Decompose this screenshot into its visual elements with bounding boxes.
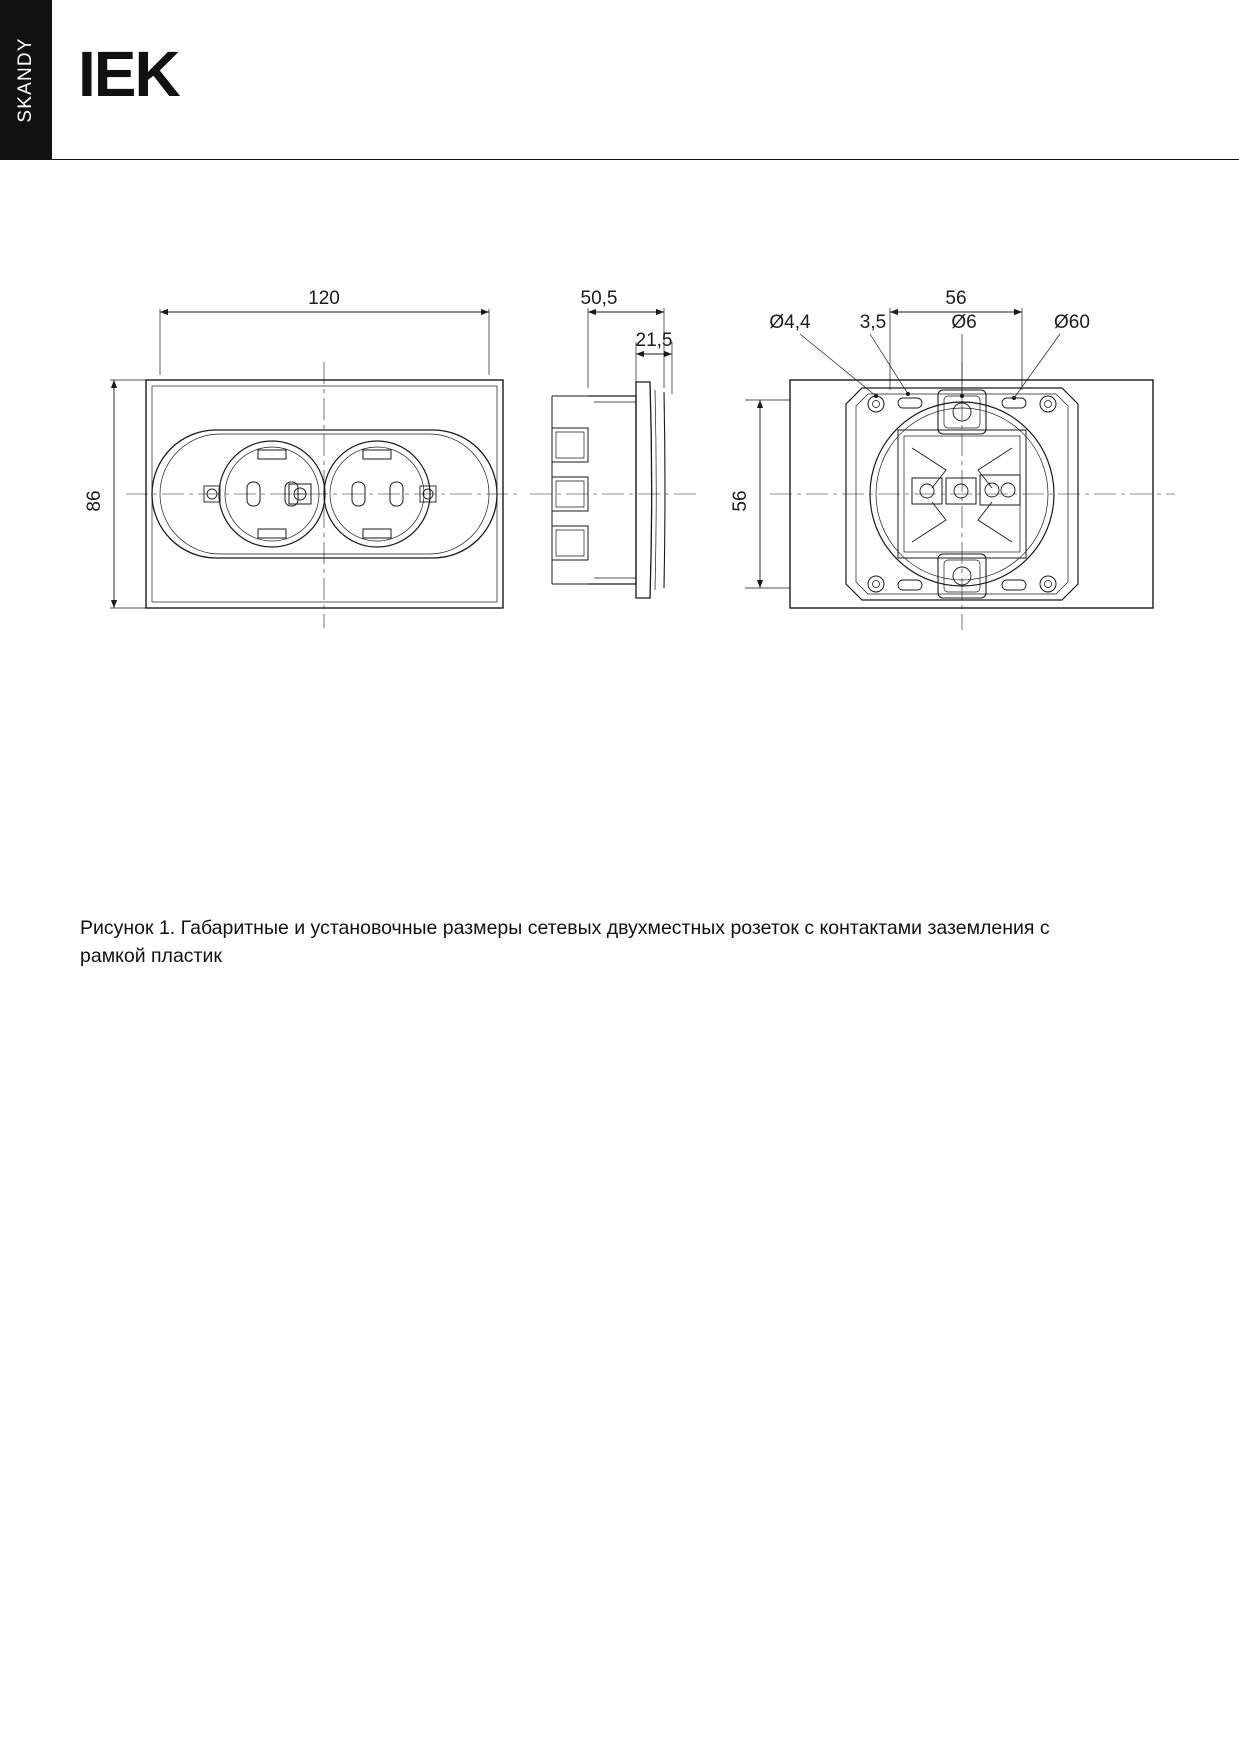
dim-offset-35: 3,5 bbox=[859, 312, 887, 333]
dim-hole-d60: Ø60 bbox=[1054, 312, 1090, 333]
iek-logo: IEK bbox=[78, 38, 179, 110]
dim-front-height: 86 bbox=[84, 490, 105, 512]
brand-vertical-label: SKANDY bbox=[15, 37, 36, 123]
dim-back-height: 56 bbox=[730, 490, 751, 512]
dim-back-width: 56 bbox=[945, 288, 967, 309]
figure-caption: Рисунок 1. Габаритные и установочные размеры сетевых двухместных розеток с контактами заземления с рамкой пластик bbox=[80, 917, 1050, 967]
page-header bbox=[0, 0, 1239, 160]
technical-drawing bbox=[0, 270, 1239, 670]
dim-hole-d44: Ø4,4 bbox=[769, 312, 811, 333]
dim-front-width: 120 bbox=[308, 288, 340, 309]
drawing-svg bbox=[0, 270, 1239, 670]
dim-hole-d6: Ø6 bbox=[951, 312, 977, 333]
brand-block bbox=[0, 0, 52, 160]
header-divider bbox=[52, 159, 1239, 160]
dim-side-flange: 21,5 bbox=[635, 330, 673, 351]
dim-side-depth: 50,5 bbox=[580, 288, 618, 309]
